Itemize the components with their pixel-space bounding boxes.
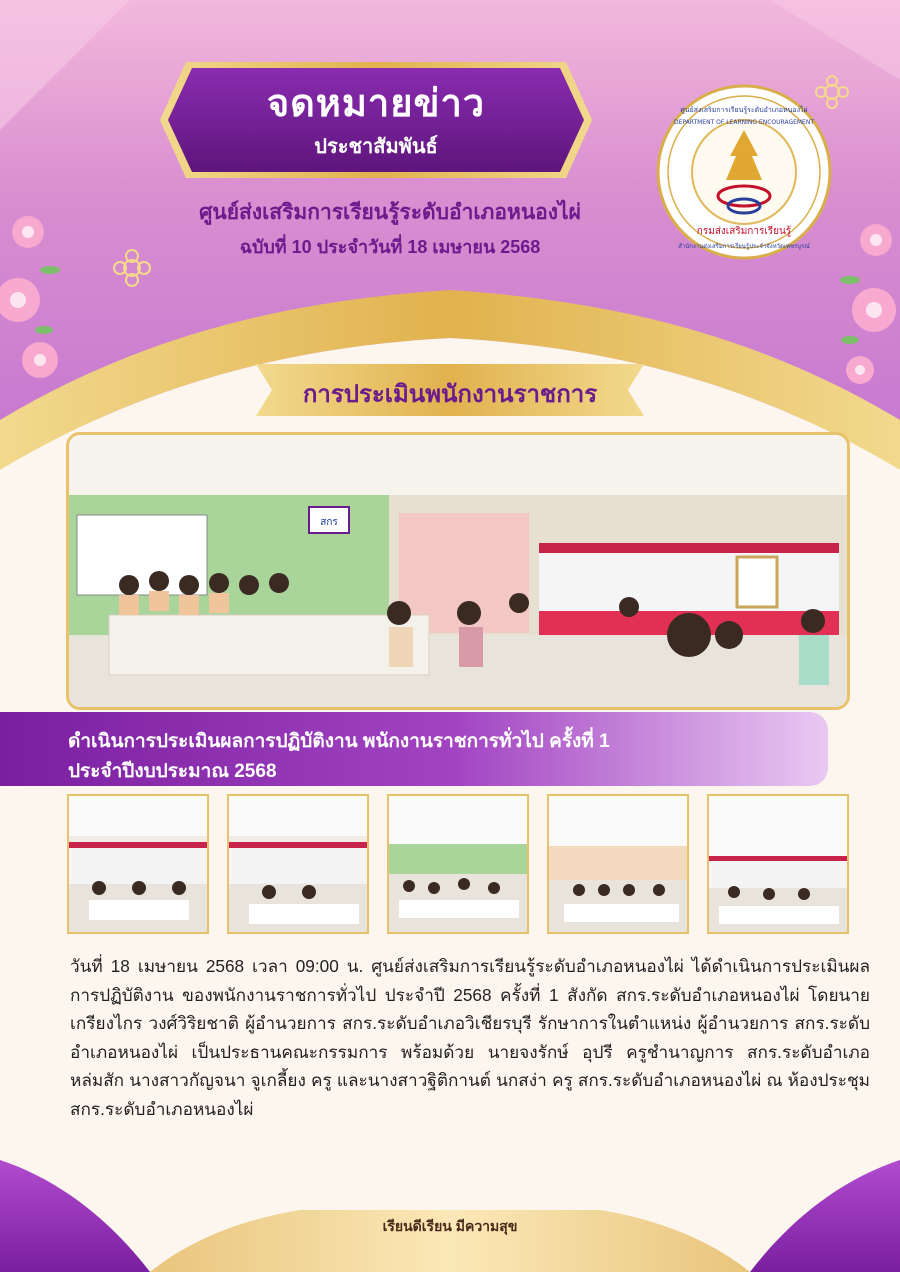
flower-decoration-left <box>0 180 80 420</box>
thumbnail-photo-1 <box>67 794 209 934</box>
seal-english-text: DEPARTMENT OF LEARNING ENCOURAGEMENT <box>673 119 815 126</box>
sign-text: สกร <box>320 517 338 528</box>
flower-decoration-right <box>820 190 900 410</box>
newsletter-title: จดหมายข่าว <box>266 83 486 125</box>
news-body-paragraph: วันที่ 18 เมษายน 2568 เวลา 09:00 น. ศูนย์ส่งเสริมการเรียนรู้ระดับอำเภอหนองไผ่ ได้ดำเนินการประเมินผลการปฏิบัติงาน ของพนักงานราชการทั่วไป ประจำปี 2568 ครั้งที่ 1 สังกัด สกร.ระดับอำเภอหนองไผ่ โดยนายเกรียงไกร วงศ์วิริยชาติ ผู้อำนวยการ สกร.ระดับอำเภอวิเชียรบุรี รักษาการในตำแหน่ง ผู้อำนวยการ สกร.ระดับอำเภอหนองไผ่ เป็นประธานคณะกรรมการ พร้อมด้วย นายจงรักษ์ อุปรี ครูชำนาญการ สกร.ระดับอำเภอหล่มสัก นางสาวกัญจนา จูเกลี้ยง ครู และนางสาวฐิติกานต์ นกสง่า ครู สกร.ระดับอำเภอหนองไผ่ ณ ห้องประชุม สกร.ระดับอำเภอหนองไผ่ <box>70 956 870 1119</box>
thumbnail-photo-4 <box>547 794 689 934</box>
seal-rim-text: สำนักงานส่งเสริมการเรียนรู้ประจำจังหวัดเพชรบูรณ์ <box>678 243 810 250</box>
thumbnail-photo-5 <box>707 794 849 934</box>
caption-line-2: ประจำปีงบประมาณ 2568 <box>68 761 277 782</box>
footer-decoration <box>0 1150 900 1272</box>
meeting-room-illustration <box>69 435 850 710</box>
section-title: การประเมินพนักงานราชการ <box>302 381 598 408</box>
caption-line-1: ดำเนินการประเมินผลการปฏิบัติงาน พนักงานราชการทั่วไป ครั้งที่ 1 <box>68 731 610 752</box>
main-meeting-photo <box>66 432 850 710</box>
thumbnail-photo-3 <box>387 794 529 934</box>
department-seal-logo <box>656 84 832 260</box>
seal-bottom-text: กรมส่งเสริมการเรียนรู้ <box>696 226 792 237</box>
organization-name: ศูนย์ส่งเสริมการเรียนรู้ระดับอำเภอหนองไผ่ <box>199 201 581 224</box>
newsletter-subtitle: ประชาสัมพันธ์ <box>314 136 438 158</box>
issue-date: ฉบับที่ 10 ประจำวันที่ 18 เมษายน 2568 <box>239 237 541 257</box>
seal-top-text: ศูนย์ส่งเสริมการเรียนรู้ระดับอำเภอหนองไผ่ <box>680 106 808 114</box>
thumbnail-photo-2 <box>227 794 369 934</box>
footer-slogan: เรียนดีเรียน มีความสุข <box>382 1218 518 1234</box>
